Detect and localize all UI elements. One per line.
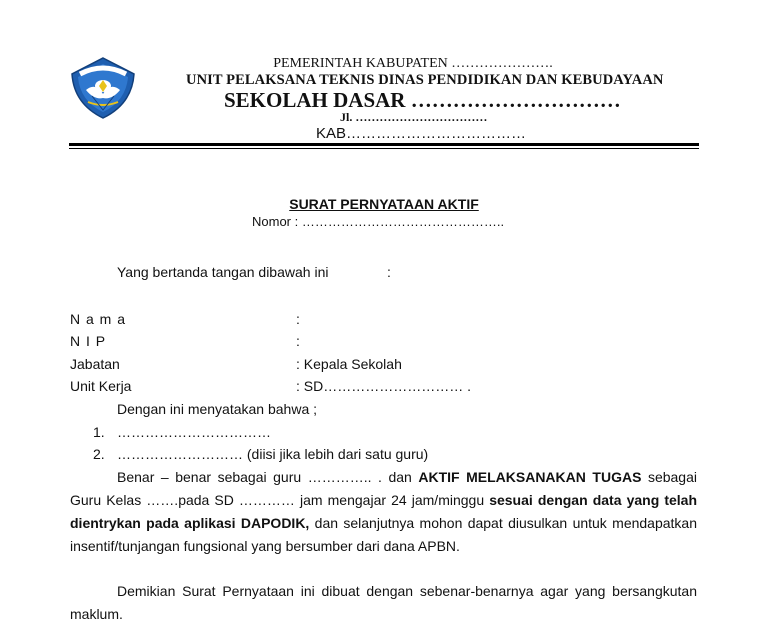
document-number: Nomor : ………………………………………..	[252, 214, 505, 229]
field-value-nip: :	[296, 333, 300, 349]
government-line: PEMERINTAH KABUPATEN ………………….	[273, 56, 553, 71]
school-name: SEKOLAH DASAR …………………………	[224, 88, 621, 112]
street-line: Jl. ……………………………	[340, 110, 488, 124]
field-label-unit-kerja: Unit Kerja	[70, 378, 132, 394]
field-value-unit-kerja: : SD………………………… .	[296, 378, 472, 394]
statement-paragraph	[70, 466, 697, 558]
list-item: ……………………………	[117, 424, 271, 440]
intro-colon: :	[387, 264, 391, 280]
field-value-nama: :	[296, 311, 300, 327]
header-divider-thin	[69, 148, 699, 149]
field-label-nama: N a m a	[70, 311, 127, 327]
regency-line: KAB………………………………	[316, 125, 527, 142]
closing-paragraph: Demikian Surat Pernyataan ini dibuat dengan sebenar-benarnya agar yang bersangkutan maklum.	[70, 583, 697, 622]
field-label-jabatan: Jabatan	[70, 356, 120, 372]
unit-line: UNIT PELAKSANA TEKNIS DINAS PENDIDIKAN DAN KEBUDAYAAN	[186, 72, 664, 88]
field-value-jabatan: : Kepala Sekolah	[296, 356, 402, 372]
paragraph-bold-text: sesuai dengan data yang telah dientrykan pada aplikasi DAPODIK,	[70, 492, 697, 531]
statement-intro: Dengan ini menyatakan bahwa ;	[117, 401, 318, 417]
list-item: ……………………… (diisi jika lebih dari satu guru)	[117, 446, 429, 462]
paragraph-text: Benar – benar sebagai guru ………….. . dan	[117, 469, 419, 485]
document-title: SURAT PERNYATAAN AKTIF	[289, 196, 479, 212]
field-label-nip: N I P	[70, 333, 107, 349]
paragraph-text: dan selanjutnya mohon dapat diusulkan untuk mendapatkan insentif/tunjangan fungsional yang bersumber dari dana APBN.	[70, 515, 697, 554]
list-number: 2.	[93, 446, 105, 462]
intro-text: Yang bertanda tangan dibawah ini	[117, 264, 329, 280]
header-divider-thick	[69, 143, 699, 146]
paragraph-bold-text: AKTIF MELAKSANAKAN TUGAS	[418, 469, 642, 485]
list-number: 1.	[93, 424, 105, 440]
paragraph-text: sebagai Guru Kelas …….pada SD ………… jam mengajar 24 jam/minggu	[70, 469, 697, 508]
